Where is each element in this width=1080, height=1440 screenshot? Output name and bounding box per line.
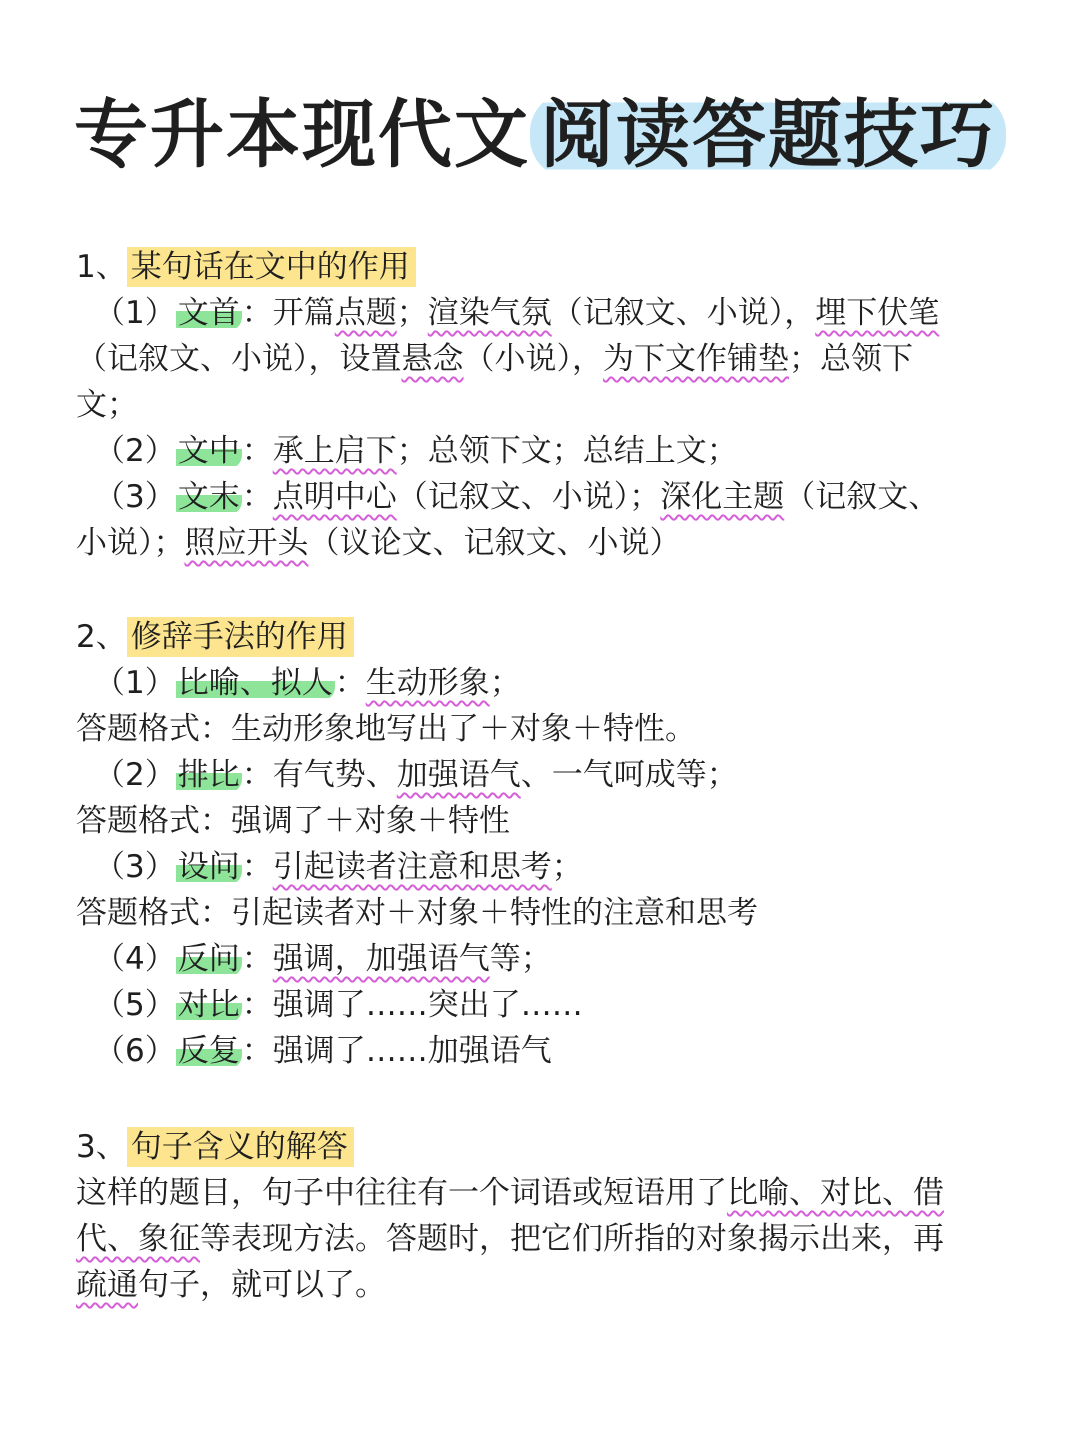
section-3	[76, 1124, 1006, 1308]
item-colon: ：	[241, 479, 273, 515]
keyword: 点明中心	[272, 479, 397, 515]
s1-item-1-cont2	[76, 382, 1006, 428]
s2-item-2	[76, 752, 1006, 798]
item-number: （1）	[94, 295, 176, 331]
keyword: 疏通	[76, 1267, 138, 1303]
item-label: 反复	[177, 1033, 240, 1069]
item-text: 有气势、	[272, 757, 397, 793]
item-number: （3）	[94, 479, 176, 515]
item-number: （1）	[94, 665, 176, 701]
item-number: （3）	[94, 849, 176, 885]
s2-item-3-format: 答题格式：引起读者对＋对象＋特性的注意和思考	[76, 895, 758, 931]
s1-item-3	[76, 474, 1006, 520]
keyword: 深化主题	[660, 479, 785, 515]
section-2-heading	[76, 614, 1006, 660]
para-text: 这样的题目，句子中往往有一个词语或短语用了	[76, 1175, 727, 1211]
section-1-title: 某句话在文中的作用	[127, 247, 416, 287]
item-text: 文；	[76, 387, 138, 423]
item-label: 文首	[177, 295, 240, 331]
s2-item-6	[76, 1028, 1006, 1074]
item-colon: ：	[241, 757, 273, 793]
item-text: 小说）；	[76, 525, 185, 561]
section-1-heading	[76, 244, 1006, 290]
item-number: （4）	[94, 941, 176, 977]
item-text: （记叙文、小说）；	[396, 479, 661, 515]
para-text: 等表现方法。答题时，把它们所指的对象揭示出来，再	[200, 1221, 944, 1257]
item-number: （5）	[94, 987, 176, 1023]
keyword: 悬念	[401, 341, 464, 377]
item-colon: ：	[241, 941, 273, 977]
keyword: 为下文作铺垫	[603, 341, 789, 377]
item-text: 等；	[489, 941, 552, 977]
item-number: （6）	[94, 1033, 176, 1069]
keyword: 加强语气	[396, 757, 521, 793]
item-text: （记叙文、小说），	[551, 295, 816, 331]
keyword: 承上启下	[272, 433, 397, 469]
s2-item-1-format: 答题格式：生动形象地写出了＋对象＋特性。	[76, 711, 696, 747]
item-text: 、一气呵成等；	[520, 757, 738, 793]
item-label: 反问	[177, 941, 240, 977]
item-colon: ：	[241, 987, 273, 1023]
page-title	[0, 80, 1080, 190]
section-2-title: 修辞手法的作用	[127, 617, 354, 657]
keyword: 点题	[334, 295, 397, 331]
item-text: （记叙文、小说），设置	[76, 341, 402, 377]
section-2-number: 2、	[76, 619, 127, 655]
s1-item-3-cont	[76, 520, 1006, 566]
item-label: 文中	[177, 433, 240, 469]
keyword: 照应开头	[184, 525, 309, 561]
item-label: 排比	[177, 757, 240, 793]
item-text: 强调了……加强语气	[272, 1033, 552, 1069]
item-colon: ：	[241, 849, 273, 885]
item-label: 对比	[177, 987, 240, 1023]
item-colon: ：	[241, 433, 273, 469]
item-text: 强调了……突出了……	[272, 987, 583, 1023]
section-2	[76, 614, 1006, 1074]
keyword: 埋下伏笔	[815, 295, 940, 331]
item-label: 设问	[177, 849, 240, 885]
s3-para-line-2	[76, 1216, 1006, 1262]
keyword: 代、象征	[76, 1221, 200, 1257]
item-text: （小说），	[463, 341, 603, 377]
item-text: ；总领下文；总结上文；	[396, 433, 738, 469]
keyword: 引起读者注意和思考	[272, 849, 552, 885]
s1-item-1-cont	[76, 336, 1006, 382]
title-plain: 专升本现代文	[74, 92, 530, 178]
item-number: （2）	[94, 757, 176, 793]
s1-item-1	[76, 290, 1006, 336]
section-3-heading	[76, 1124, 1006, 1170]
s1-item-2	[76, 428, 1006, 474]
keyword: 强调，加强语气	[272, 941, 490, 977]
s2-item-5	[76, 982, 1006, 1028]
s3-para-line-3	[76, 1262, 1006, 1308]
s2-item-1	[76, 660, 1006, 706]
item-text: 开篇	[272, 295, 335, 331]
s2-item-2-format: 答题格式：强调了＋对象＋特性	[76, 803, 510, 839]
item-text: ；	[396, 295, 428, 331]
keyword: 比喻、对比、借	[727, 1175, 944, 1211]
item-number: （2）	[94, 433, 176, 469]
s2-item-3	[76, 844, 1006, 890]
item-label: 文末	[177, 479, 240, 515]
item-text: （议论文、记叙文、小说）	[308, 525, 681, 561]
section-3-number: 3、	[76, 1129, 127, 1165]
s3-para-line-1	[76, 1170, 1006, 1216]
section-1-number: 1、	[76, 249, 127, 285]
section-3-title: 句子含义的解答	[127, 1127, 354, 1167]
title-highlight: 阅读答题技巧	[530, 92, 1006, 178]
item-text: ；总领下	[789, 341, 913, 377]
item-colon: ：	[334, 665, 366, 701]
item-colon: ：	[241, 1033, 273, 1069]
keyword: 渲染气氛	[427, 295, 552, 331]
keyword: 生动形象	[365, 665, 490, 701]
item-colon: ：	[241, 295, 273, 331]
section-1	[76, 244, 1006, 566]
item-text: ；	[489, 665, 521, 701]
s2-item-4	[76, 936, 1006, 982]
item-text: ；	[551, 849, 583, 885]
item-label: 比喻、拟人	[177, 665, 333, 701]
para-text: 句子，就可以了。	[138, 1267, 386, 1303]
item-text: （记叙文、	[784, 479, 940, 515]
